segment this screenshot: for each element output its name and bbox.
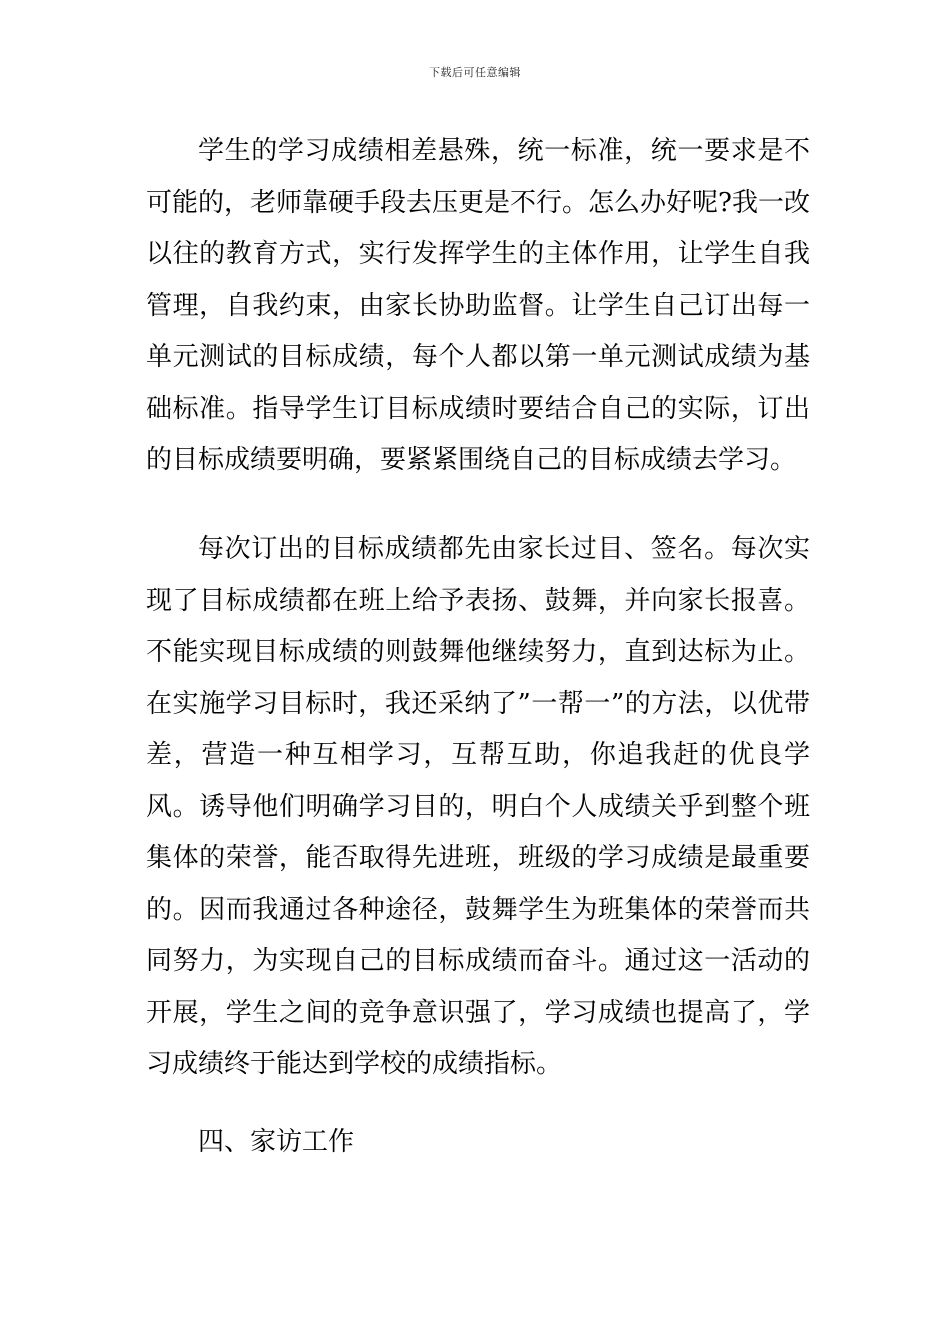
page-header-note: 下载后可任意编辑 bbox=[429, 66, 521, 79]
body-paragraph-1: 学生的学习成绩相差悬殊，统一标准，统一要求是不可能的，老师靠硬手段去压更是不行。怎么办好呢?我一改以往的教育方式，实行发挥学生的主体作用，让学生自我管理，自我约束，由家长协助监督。让学生自己订出每一单元测试的目标成绩，每个人都以第一单元测试成绩为基础标准。指导学生订目标成绩时要结合自己的实际，订出的目标成绩要明确，要紧紧围绕自己的目标成绩去学习。 bbox=[146, 136, 810, 475]
body-paragraph-2: 每次订出的目标成绩都先由家长过目、签名。每次实现了目标成绩都在班上给予表扬、鼓舞，并向家长报喜。不能实现目标成绩的则鼓舞他继续努力，直到达标为止。在实施学习目标时，我还采纳了”一帮一”的方法，以优带差，营造一种互相学习，互帮互助，你追我赶的优良学风。诱导他们明确学习目的，明白个人成绩关乎到整个班集体的荣誉，能否取得先进班，班级的学习成绩是最重要的。因而我通过各种途径，鼓舞学生为班集体的荣誉而共同努力，为实现自己的目标成绩而奋斗。通过这一活动的开展，学生之间的竞争意识强了，学习成绩也提高了，学习成绩终于能达到学校的成绩指标。 bbox=[146, 534, 810, 1079]
section-heading: 四、家访工作 bbox=[198, 1127, 355, 1157]
